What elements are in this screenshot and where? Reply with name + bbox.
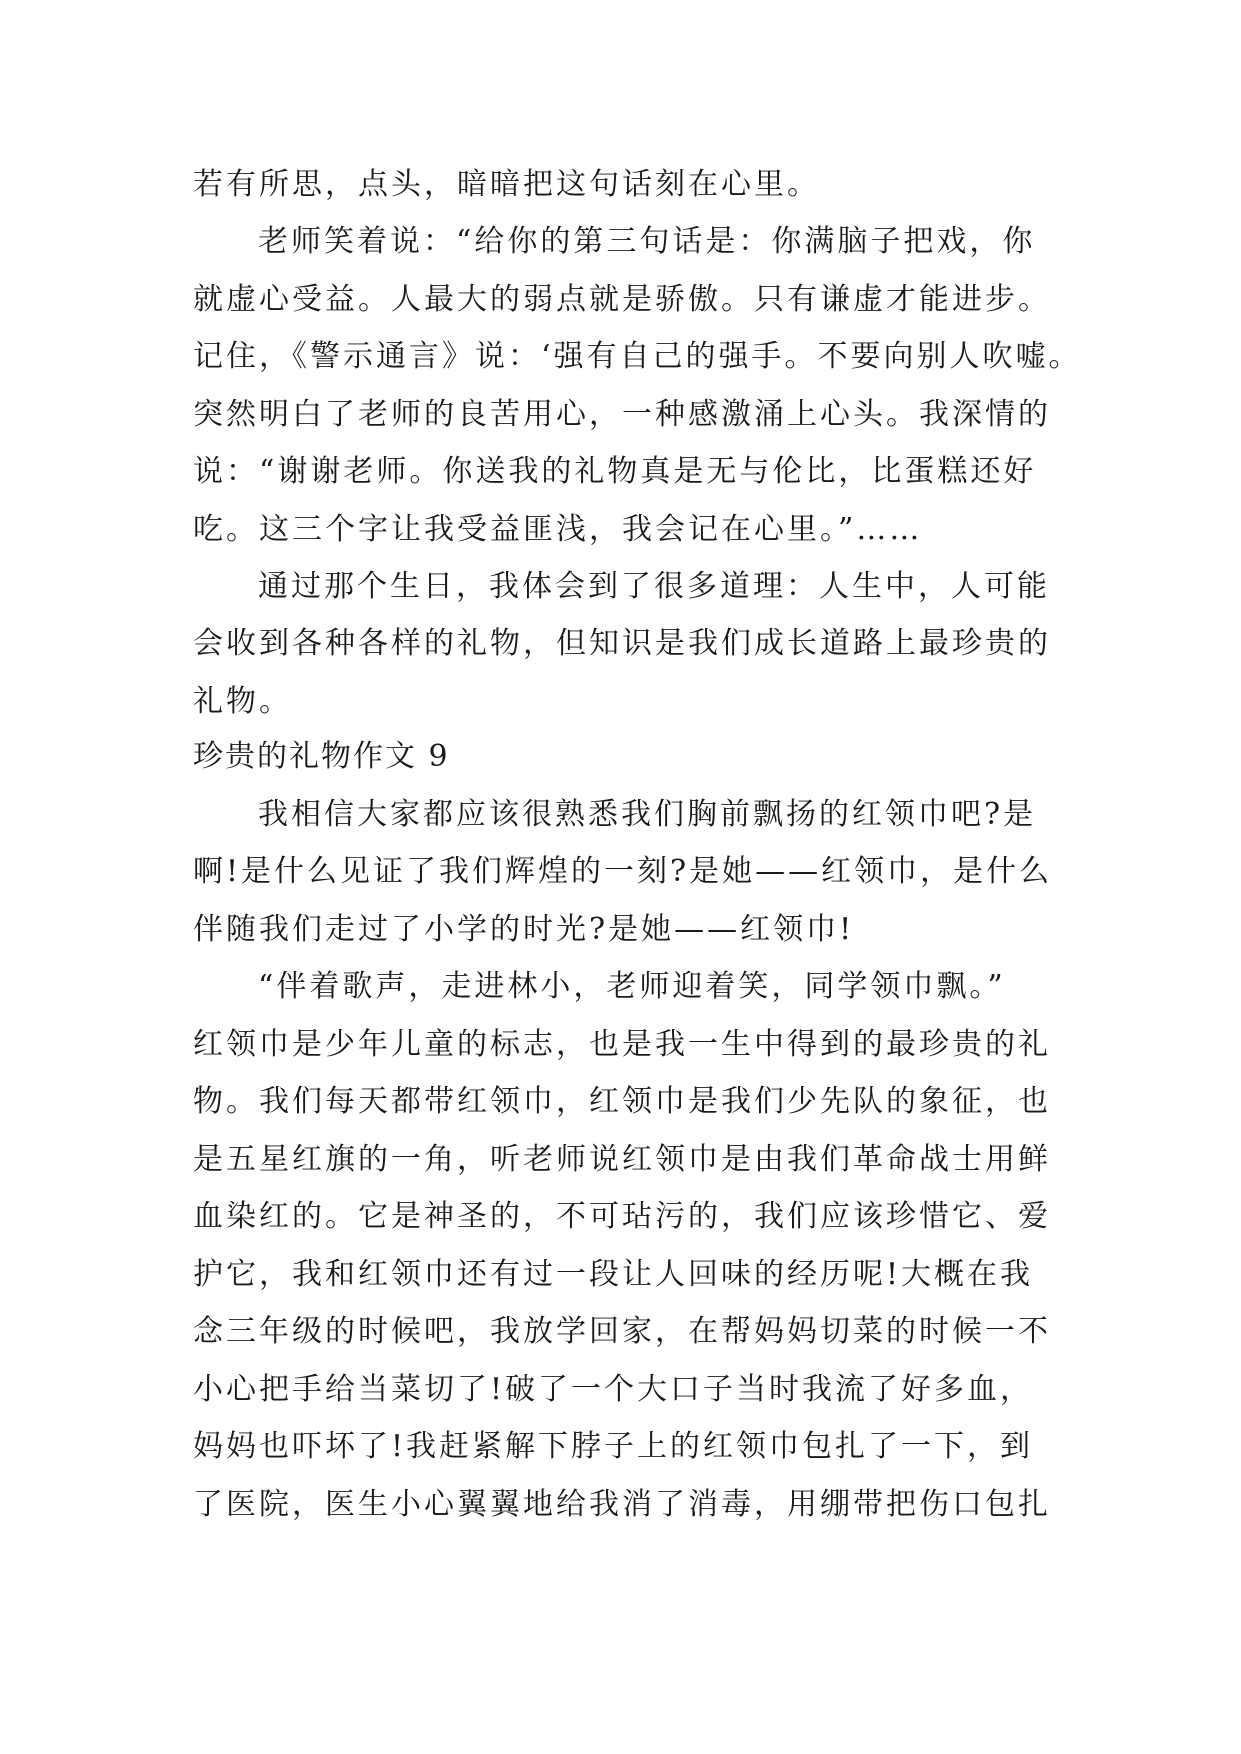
text-line: 会收到各种各样的礼物，但知识是我们成长道路上最珍贵的 — [193, 626, 1051, 661]
paragraph-start: 老师笑着说：“给你的第三句话是：你满脑子把戏，你 — [258, 224, 1036, 259]
text-line: 礼物。 — [193, 684, 292, 719]
text-line: 伴随我们走过了小学的时光?是她——红领巾! — [193, 912, 855, 947]
text-line: 突然明白了老师的良苦用心，一种感激涌上心头。我深情的 — [193, 397, 1051, 432]
text-line: 记住，《警示通言》说：‘强有自己的强手。不要向别人吹嘘。 — [193, 339, 1082, 374]
text-line: 就虚心受益。人最大的弱点就是骄傲。只有谦虚才能进步。 — [193, 282, 1051, 317]
section-title: 珍贵的礼物作文 9 — [193, 739, 450, 774]
text-line: 血染红的。它是神圣的，不可玷污的，我们应该珍惜它、爱 — [193, 1199, 1051, 1234]
text-line: 若有所思，点头，暗暗把这句话刻在心里。 — [193, 167, 820, 202]
text-line: 物。我们每天都带红领巾，红领巾是我们少先队的象征，也 — [193, 1084, 1051, 1119]
text-line: 是五星红旗的一角，听老师说红领巾是由我们革命战士用鲜 — [193, 1142, 1051, 1177]
text-line: 念三年级的时候吧，我放学回家，在帮妈妈切菜的时候一不 — [193, 1314, 1051, 1349]
text-line: 妈妈也吓坏了!我赶紧解下脖子上的红领巾包扎了一下，到 — [193, 1429, 1034, 1464]
text-line: 护它，我和红领巾还有过一段让人回味的经历呢!大概在我 — [193, 1257, 1034, 1292]
text-line: 说：“谢谢老师。你送我的礼物真是无与伦比，比蛋糕还好 — [193, 454, 1037, 489]
paragraph-start: “伴着歌声，走进林小，老师迎着笑，同学领巾飘。” — [258, 969, 1006, 1004]
text-line: 红领巾是少年儿童的标志，也是我一生中得到的最珍贵的礼 — [193, 1027, 1051, 1062]
text-line: 吃。这三个字让我受益匪浅，我会记在心里。”…… — [193, 512, 923, 547]
paragraph-start: 通过那个生日，我体会到了很多道理：人生中，人可能 — [258, 569, 1050, 604]
text-line: 了医院，医生小心翼翼地给我消了消毒，用绷带把伤口包扎 — [193, 1487, 1051, 1522]
text-line: 啊!是什么见证了我们辉煌的一刻?是她——红领巾，是什么 — [193, 854, 1053, 889]
paragraph-start: 我相信大家都应该很熟悉我们胸前飘扬的红领巾吧?是 — [258, 797, 1037, 832]
text-line: 小心把手给当菜切了!破了一个大口子当时我流了好多血， — [193, 1372, 1034, 1407]
